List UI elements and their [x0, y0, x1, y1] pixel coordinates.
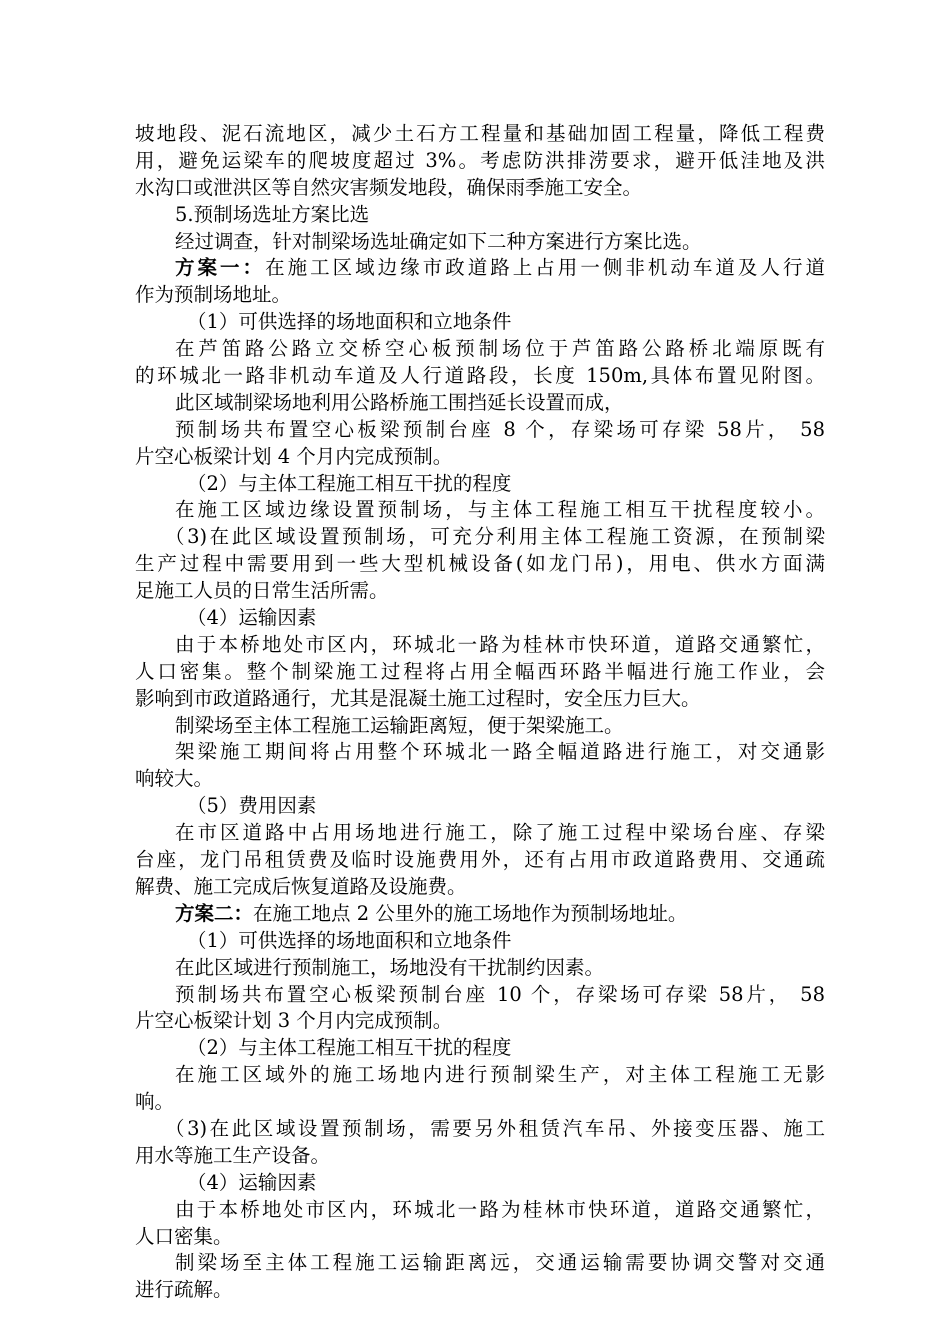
- line-text: 制梁场至主体工程施工运输距离远，交通运输需要协调交警对交通: [175, 1251, 825, 1275]
- text-line: [135, 175, 825, 202]
- line-text: 人口密集。: [135, 1224, 233, 1248]
- text-line: [135, 202, 825, 229]
- line-text: 响。: [135, 1090, 175, 1114]
- text-line: [135, 229, 825, 256]
- text-line: [135, 1224, 825, 1251]
- line-text: 生产过程中需要用到一些大型机械设备(如龙门吊)，用电、供水方面满: [135, 552, 825, 576]
- body-text: [135, 121, 825, 1304]
- text-line: [135, 766, 825, 793]
- text-line: [135, 282, 825, 309]
- heading-label: 方案二：: [175, 901, 254, 925]
- text-line: [135, 686, 825, 713]
- text-line: [135, 632, 825, 659]
- text-line: [135, 901, 825, 928]
- text-line: [135, 336, 825, 363]
- text-line: [135, 1250, 825, 1277]
- line-text: 片空心板梁计划 4 个月内完成预制。: [135, 444, 453, 468]
- text-line: [135, 255, 825, 282]
- text-line: [135, 982, 825, 1009]
- line-text: 预制场共布置空心板梁预制台座 8 个，存梁场可存梁 58片， 58: [175, 417, 825, 441]
- text-line: [135, 1008, 825, 1035]
- line-text: 在芦笛路公路立交桥空心板预制场位于芦笛路公路桥北端原既有: [175, 337, 825, 361]
- line-text: （3)在此区域设置预制场，需要另外租赁汽车吊、外接变压器、施工: [165, 1116, 825, 1140]
- text-line: [135, 874, 825, 901]
- line-text: （3)在此区域设置预制场，可充分利用主体工程施工资源，在预制梁: [165, 525, 825, 549]
- line-text: 解费、施工完成后恢复道路及设施费。: [135, 874, 467, 898]
- line-text: 经过调查，针对制梁场选址确定如下二种方案进行方案比选。: [175, 229, 702, 253]
- line-text: 此区域制梁场地利用公路桥施工围挡延长设置而成，: [175, 390, 624, 414]
- line-text: 作为预制场地址。: [135, 283, 292, 307]
- line-text: 用水等施工生产设备。: [135, 1143, 331, 1167]
- text-line: [135, 1197, 825, 1224]
- line-text: 制梁场至主体工程施工运输距离短，便于架梁施工。: [175, 713, 624, 737]
- text-line: [135, 847, 825, 874]
- text-line: [135, 121, 825, 148]
- text-line: [135, 551, 825, 578]
- heading-label: 方案一：: [175, 256, 266, 280]
- line-text: 用，避免运梁车的爬坡度超过 3%。考虑防洪排涝要求，避开低洼地及洪: [135, 148, 825, 172]
- text-line: [135, 659, 825, 686]
- line-text: 坡地段、泥石流地区，减少土石方工程量和基础加固工程量，降低工程费: [135, 122, 825, 145]
- text-line: [135, 1089, 825, 1116]
- line-text: 台座，龙门吊租赁费及临时设施费用外，还有占用市政道路费用、交通疏: [135, 848, 825, 872]
- line-text: （4）运输因素: [187, 1170, 317, 1194]
- line-text: 水沟口或泄洪区等自然灾害频发地段，确保雨季施工安全。: [135, 175, 643, 199]
- line-text: 由于本桥地处市区内，环城北一路为桂林市快环道，道路交通繁忙，: [175, 632, 825, 656]
- text-line: [135, 497, 825, 524]
- line-text: （4）运输因素: [187, 606, 317, 630]
- text-line: [135, 1277, 825, 1304]
- line-text: （2）与主体工程施工相互干扰的程度: [187, 1036, 512, 1060]
- text-line: [135, 309, 825, 336]
- line-text: 预制场共布置空心板梁预制台座 10 个，存梁场可存梁 58片， 58: [175, 982, 825, 1006]
- text-line: [135, 793, 825, 820]
- line-text: 人口密集。整个制梁施工过程将占用全幅西环路半幅进行施工作业，会: [135, 659, 825, 683]
- text-line: [135, 1116, 825, 1143]
- text-line: [135, 417, 825, 444]
- line-text: 在施工区域边缘设置预制场，与主体工程施工相互干扰程度较小。: [175, 498, 825, 522]
- text-line: [135, 148, 825, 175]
- line-text: 由于本桥地处市区内，环城北一路为桂林市快环道，道路交通繁忙，: [175, 1197, 825, 1221]
- line-text: 进行疏解。: [135, 1278, 233, 1302]
- text-line: [135, 955, 825, 982]
- line-text: 影响到市政道路通行，尤其是混凝土施工过程时，安全压力巨大。: [135, 686, 701, 710]
- line-text: （1）可供选择的场地面积和立地条件: [187, 928, 512, 952]
- text-line: [135, 471, 825, 498]
- line-text: 在施工地点 2 公里外的施工场地作为预制场地址。: [253, 901, 688, 925]
- line-text: 在市区道路中占用场地进行施工，除了施工过程中梁场台座、存梁: [175, 821, 825, 845]
- text-line: [135, 739, 825, 766]
- line-text: （5）费用因素: [187, 794, 317, 818]
- text-line: [135, 524, 825, 551]
- line-text: 架梁施工期间将占用整个环城北一路全幅道路进行施工，对交通影: [175, 740, 825, 764]
- text-line: [135, 820, 825, 847]
- text-line: [135, 1170, 825, 1197]
- text-line: [135, 605, 825, 632]
- line-text: （1）可供选择的场地面积和立地条件: [187, 310, 512, 334]
- text-line: [135, 713, 825, 740]
- line-text: 的环城北一路非机动车道及人行道路段，长度 150m,具体布置见附图。: [135, 364, 825, 388]
- text-line: [135, 1035, 825, 1062]
- text-line: [135, 444, 825, 471]
- text-line: [135, 390, 825, 417]
- line-text: 响较大。: [135, 767, 214, 791]
- text-line: [135, 363, 825, 390]
- line-text: 片空心板梁计划 3 个月内完成预制。: [135, 1009, 453, 1033]
- line-text: 在施工区域边缘市政道路上占用一侧非机动车道及人行道: [265, 256, 825, 280]
- text-line: [135, 1143, 825, 1170]
- text-line: [135, 928, 825, 955]
- text-line: [135, 1062, 825, 1089]
- line-text: 5.预制场选址方案比选: [175, 202, 370, 226]
- line-text: 在施工区域外的施工场地内进行预制梁生产，对主体工程施工无影: [175, 1063, 825, 1087]
- line-text: 在此区域进行预制施工，场地没有干扰制约因素。: [175, 955, 605, 979]
- text-line: [135, 578, 825, 605]
- line-text: 足施工人员的日常生活所需。: [135, 579, 389, 603]
- line-text: （2）与主体工程施工相互干扰的程度: [187, 471, 512, 495]
